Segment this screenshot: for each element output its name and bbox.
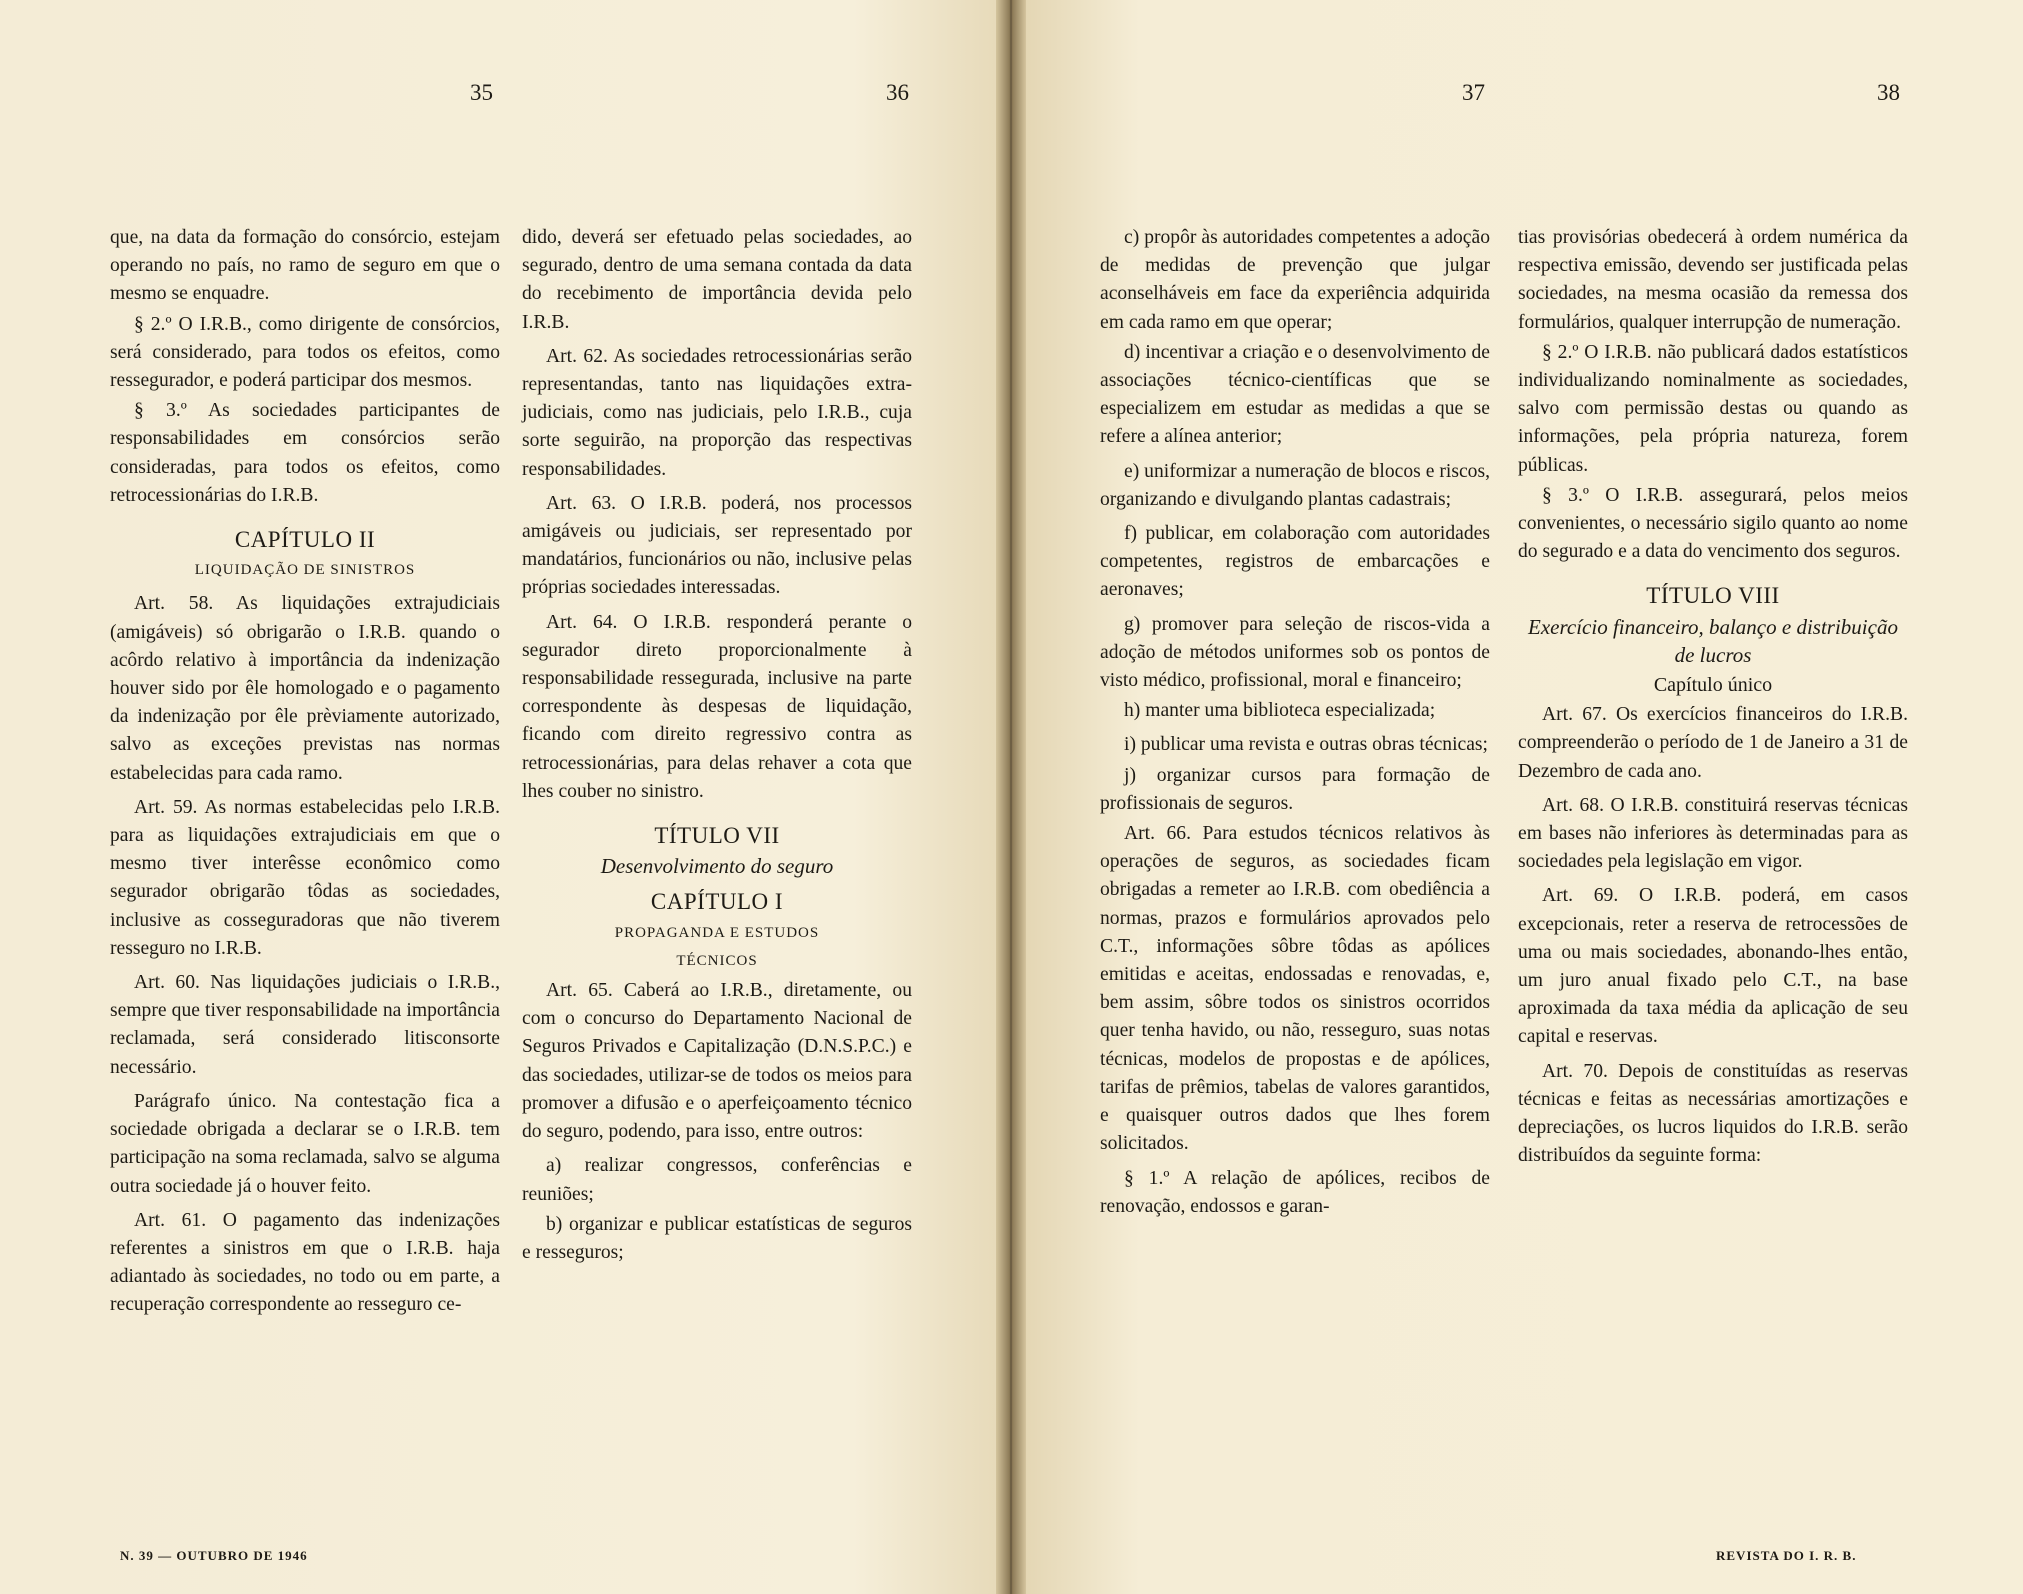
paragraph: Art. 66. Para estudos técnicos relativos às operações de seguros, as sociedades ficam obrigadas a remeter ao I.R.B. com obediência a normas, prazos e formulários aprovados pelo C.T., informações sôbre tôdas as apólices emitidas e aceitas, endossadas e renovadas, e, bem assim, sôbre todos os sinistros ocorridos quer tenha havido, ou não, resseguro, suas notas técnicas, modelos de propostas e de apólices, tarifas de prêmios, tabelas de valores garantidos, e quaisquer outros dados que lhes forem solicitados. [1100,823,1490,1155]
paragraph: Art. 70. Depois de constituídas as reservas técnicas e feitas as necessárias amortizações e depreciações, os lucros liquidos do I.R.B. serão distribuídos da seguinte forma: [1518,1060,1908,1167]
paragraph: f) publicar, em colaboração com autoridades competentes, registros de embarcações e aeronaves; [1100,523,1490,601]
paragraph: Art. 68. O I.R.B. constituirá reservas técnicas em bases não inferiores às determinadas para as sociedades pela legislação em vigor. [1518,794,1908,873]
paragraph: Art. 69. O I.R.B. poderá, em casos excepcionais, reter a reserva de retrocessões de uma ou mais sociedades, abonando-lhes então, um juro anual fixado pelo C.T., na base aproximada da taxa média da aplicação de seu capital e reservas. [1518,885,1908,1048]
footer-journal: REVISTA DO I. R. B. [1716,1548,1857,1563]
paragraph: dido, deverá ser efetuado pelas sociedades, ao segurado, dentro de uma semana contada da data do recebimento de importância devida pelo I.R.B. [522,227,912,333]
paragraph: Art. 64. O I.R.B. responderá perante o segurador direto proporcionalmente à responsabilidade ressegurada, inclusive na parte correspondente às despesas de liquidação, ficando com direito regressivo contra as retrocessionárias, para delas rehaver a cota que lhes couber no sinistro. [522,611,912,802]
paragraph: § 1.º A relação de apólices, recibos de renovação, endossos e garan- [1100,1167,1490,1217]
section-heading: LIQUIDAÇÃO DE SINISTROS [194,562,416,579]
column-3 [1100,224,1490,1223]
subtitle-heading: Exercício financeiro, balanço e distribuição de lucros [1528,614,1898,667]
title-heading: TÍTULO VIII [1646,583,1780,609]
paragraph: Art. 63. O I.R.B. poderá, nos processos amigáveis ou judiciais, ser representado por mandatários, funcionários ou não, inclusive pelas próprias sociedades interessadas. [522,492,912,599]
column-1 [110,224,500,1322]
chapter-heading: Capítulo único [1653,674,1773,697]
paragraph: Parágrafo único. Na contestação fica a sociedade obrigada a declarar se o I.R.B. tem participação na soma reclamada, salvo se alguma outra sociedade já o houver feito. [110,1090,500,1197]
paragraph: Art. 60. Nas liquidações judiciais o I.R.B., sempre que tiver responsabilidade na importância reclamada, será considerado litisconsorte necessário. [110,972,500,1078]
paragraph: tias provisórias obedecerá à ordem numérica da respectiva emissão, devendo ser justificada pelas sociedades, na mesma ocasião da remessa dos formulários, qualquer interrupção de numeração. [1518,227,1908,333]
footer-issue: N. 39 — OUTUBRO DE 1946 [120,1548,308,1563]
paragraph: Art. 67. Os exercícios financeiros do I.R.B. compreenderão o período de 1 de Janeiro a 31 de Dezembro de cada ano. [1518,704,1908,782]
paragraph: § 3.º O I.R.B. assegurará, pelos meios convenientes, o necessário sigilo quanto ao nome do segurado e a data do vencimento dos seguros. [1518,484,1908,563]
paragraph: § 3.º As sociedades participantes de responsabilidades em consórcios serão consideradas, para todos os efeitos, como retrocessionárias do I.R.B. [110,400,500,506]
paragraph: Art. 62. As sociedades retrocessionárias serão representandas, tanto nas liquidações extra-judiciais, como nas judiciais, pelo I.R.B., cuja sorte seguirão, na proporção das respectivas responsabilidades. [522,345,912,480]
paragraph: § 2.º O I.R.B., como dirigente de consórcios, será considerado, para todos os efeitos, como ressegurador, e poderá participar dos mesmos. [110,313,500,392]
page-number-36: 36 [886,80,909,105]
page-number-35: 35 [470,80,493,105]
column-4 [1518,224,1908,1173]
paragraph: § 2.º O I.R.B. não publicará dados estatísticos individualizando nominalmente as sociedades, salvo com permissão destas ou quando as informações, pela própria natureza, forem públicas. [1518,341,1908,476]
book-gutter [996,0,1026,1594]
paragraph: d) incentivar a criação e o desenvolvimento de associações técnico-científicas que se especializem em estudar as medidas a que se refere a alínea anterior; [1100,341,1490,448]
title-heading: TÍTULO VII [654,823,780,849]
paragraph: e) uniformizar a numeração de blocos e riscos, organizando e divulgando plantas cadastrais; [1100,460,1490,510]
paragraph: Art. 61. O pagamento das indenizações referentes a sinistros em que o I.R.B. haja adiantado às sociedades, no todo ou em parte, a recuperação correspondente ao resseguro ce- [110,1209,500,1316]
chapter-heading: CAPÍTULO I [650,889,784,915]
page-number-37: 37 [1462,80,1485,105]
paragraph: Art. 65. Caberá ao I.R.B., diretamente, ou com o concurso do Departamento Nacional de Seguros Privados e Capitalização (D.N.S.P.C.) e das sociedades, utilizar-se de todos os meios para promover a difusão e o aperfeiçoamento técnico do seguro, podendo, para isso, entre outros: [522,980,912,1143]
section-heading: PROPAGANDA E ESTUDOS [614,924,820,941]
paragraph: que, na data da formação do consórcio, estejam operando no país, no ramo de seguro em que o mesmo se enquadre. [110,227,500,305]
paragraph: c) propôr às autoridades competentes a adoção de medidas de prevenção que julgar aconselháveis em face da experiência adquirida em cada ramo em que operar; [1100,227,1490,333]
section-heading: TÉCNICOS [676,952,758,969]
subtitle-heading: Desenvolvimento do seguro [600,854,834,879]
paragraph: h) manter uma biblioteca especializada; [1124,700,1436,722]
paragraph: a) realizar congressos, conferências e reuniões; [522,1155,912,1205]
paragraph: b) organizar e publicar estatísticas de seguros e resseguros; [522,1213,912,1263]
paragraph: j) organizar cursos para formação de profissionais de seguros. [1100,764,1490,814]
paragraph: Art. 59. As normas estabelecidas pelo I.R.B. para as liquidações extrajudiciais em que o mesmo tiver interêsse econômico como segurador obrigarão tôdas as sociedades, inclusive as cosseguradoras que não tiverem resseguro no I.R.B. [110,796,500,959]
column-2 [522,224,912,1269]
chapter-heading: CAPÍTULO II [234,527,376,553]
paragraph: i) publicar uma revista e outras obras técnicas; [1124,734,1488,756]
page-number-38: 38 [1877,80,1900,105]
paragraph: g) promover para seleção de riscos-vida a adoção de métodos uniformes sob os pontos de visto médico, profissional, moral e financeiro; [1100,613,1490,692]
paragraph: Art. 58. As liquidações extrajudiciais (amigáveis) só obrigarão o I.R.B. quando o acôrdo relativo à importância da indenização houver sido por êle homologado e o pagamento da indenização por êle prèviamente autorizado, salvo as exceções previstas nas normas estabelecidas para cada ramo. [110,593,500,784]
